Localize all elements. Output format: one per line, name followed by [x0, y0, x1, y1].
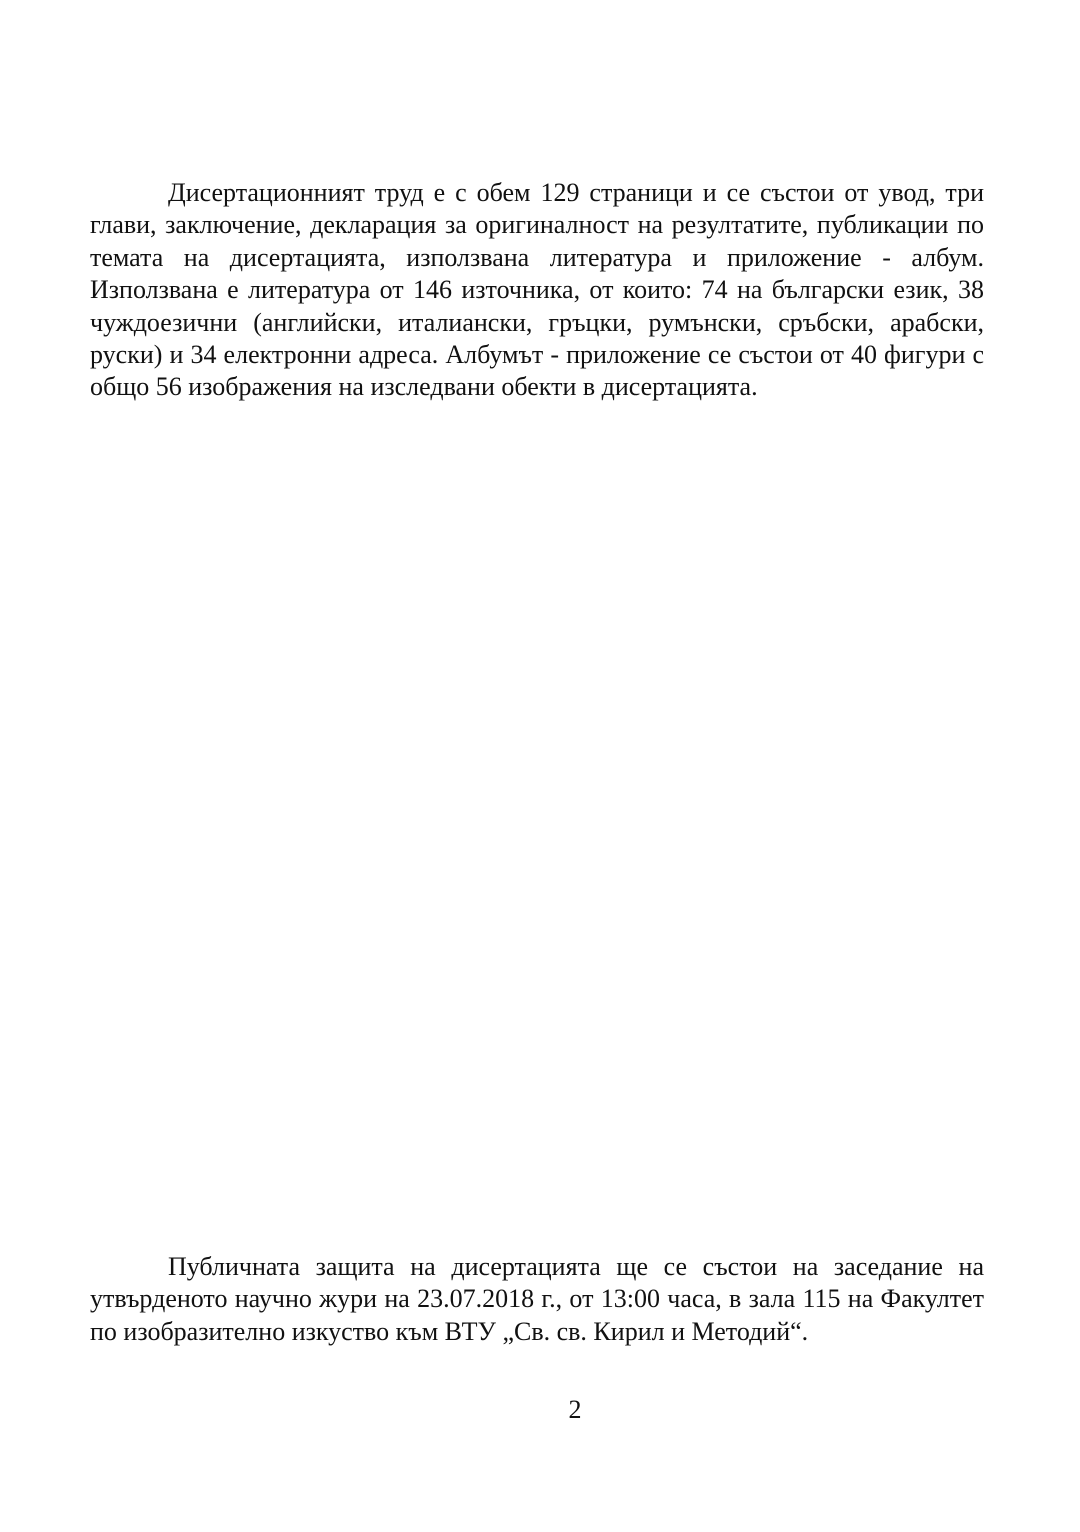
page-number: 2	[568, 1395, 582, 1424]
public-defense-paragraph: Публичната защита на дисертацията ще се състои на заседание на утвърденото научно жури на 23.07.2018 г., от 13:00 часа, в зала 115 на Факултет по изобразително изкуство към ВТУ „Св. св. Кирил и Методий“.	[90, 1252, 984, 1346]
dissertation-summary-paragraph: Дисертационният труд е с обем 129 страници и се състои от увод, три глави, заключение, декларация за оригиналност на резултатите, публикации по темата на дисертацията, използвана литература и приложение - албум. Използвана е литература от 146 източника, от които: 74 на български език, 38 чуждоезични (английски, италиански, гръцки, румънски, сръбски, арабски, руски) и 34 електронни адреса. Албумът - приложение се състои от 40 фигури с общо 56 изображения на изследвани обекти в дисертацията.	[90, 178, 984, 402]
